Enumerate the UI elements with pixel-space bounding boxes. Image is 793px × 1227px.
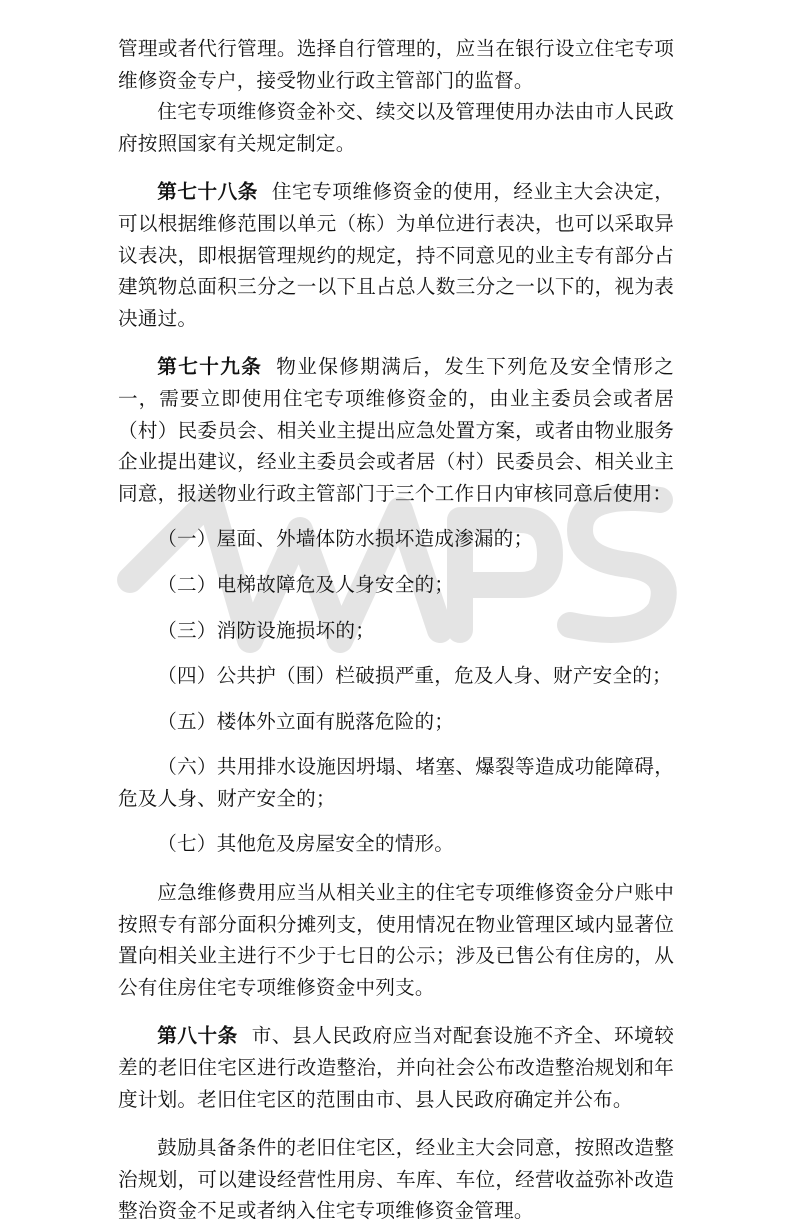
list-item: （五）楼体外立面有脱落危险的； — [157, 709, 455, 733]
article-text: 市、县人民政府应当对配套设施不齐全、环境较差的老旧住宅区进行改造整治，并向社会公布改造整治规划和年度计划。老旧住宅区的范围由市、县人民政府确定并公布。 — [118, 1024, 674, 1111]
document-body — [118, 33, 674, 1227]
article-text: 住宅专项维修资金的使用，经业主大会决定，可以根据维修范围以单元（栋）为单位进行表决，也可以采取异议表决，即根据管理规约的规定，持不同意见的业主专有部分占建筑物总面积三分之一以下且占总人数三分之一以下的，视为表决通过。 — [118, 180, 675, 330]
article-number: 第七十九条 — [157, 355, 263, 379]
list-item: （三）消防设施损坏的； — [157, 618, 375, 642]
list-item: （二）电梯故障危及人身安全的； — [157, 572, 455, 596]
article-78 — [118, 176, 674, 334]
paragraph: 管理或者代行管理。选择自行管理的，应当在银行设立住宅专项维修资金专户，接受物业行政主管部门的监督。 — [118, 37, 674, 92]
paragraph: 鼓励具备条件的老旧住宅区，经业主大会同意，按照改造整治规划，可以建设经营性用房、车库、车位，经营收益弥补改造整治资金不足或者纳入住宅专项维修资金管理。 — [118, 1136, 674, 1223]
article-80 — [118, 1020, 674, 1115]
list-item: （一）屋面、外墙体防水损坏造成渗漏的； — [157, 527, 534, 551]
article-text: 物业保修期满后，发生下列危及安全情形之一，需要立即使用住宅专项维修资金的，由业主委员会或者居（村）民委员会、相关业主提出应急处置方案，或者由物业服务企业提出建议，经业主委员会或者居（村）民委员会、相关业主同意，报送物业行政主管部门于三个工作日内审核同意后使用： — [118, 355, 675, 505]
paragraph: 应急维修费用应当从相关业主的住宅专项维修资金分户账中按照专有部分面积分摊列支，使用情况在物业管理区域内显著位置向相关业主进行不少于七日的公示；涉及已售公有住房的，从公有住房住宅专项维修资金中列支。 — [118, 881, 674, 999]
list-item: （六）共用排水设施因坍塌、堵塞、爆裂等造成功能障碍，危及人身、财产安全的； — [118, 755, 674, 810]
article-number: 第八十条 — [157, 1024, 238, 1048]
list-item: （四）公共护（围）栏破损严重，危及人身、财产安全的； — [157, 664, 672, 688]
list-item: （七）其他危及房屋安全的情形。 — [157, 832, 455, 856]
article-number: 第七十八条 — [157, 180, 258, 204]
paragraph: 住宅专项维修资金补交、续交以及管理使用办法由市人民政府按照国家有关规定制定。 — [118, 100, 674, 155]
article-79 — [118, 351, 674, 509]
